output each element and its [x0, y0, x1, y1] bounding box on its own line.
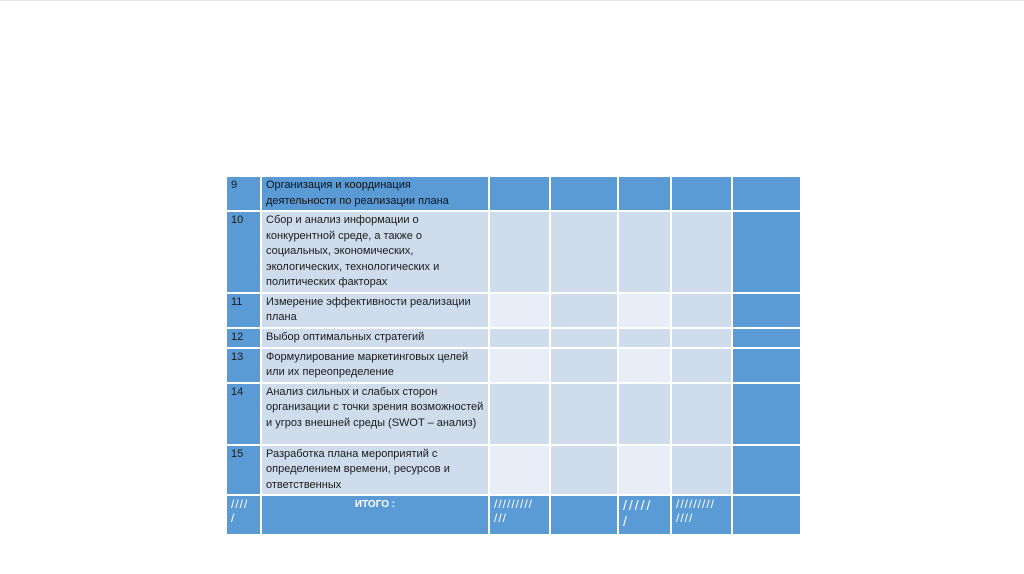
task-name: Измерение эффективности реализации плана — [261, 293, 489, 328]
task-name: Разработка плана мероприятий с определением времени, ресурсов и ответственных — [261, 445, 489, 496]
row-number: 15 — [226, 445, 261, 496]
table-cell — [489, 383, 550, 445]
row-number: 11 — [226, 293, 261, 328]
table-cell — [550, 328, 618, 348]
table-cell — [618, 211, 671, 293]
table-row — [226, 176, 801, 211]
task-name: Организация и координация деятельности по реализации плана — [261, 176, 489, 211]
table-cell — [671, 328, 732, 348]
table-cell — [671, 445, 732, 496]
table-cell — [550, 176, 618, 211]
row-number: 12 — [226, 328, 261, 348]
total-row-number: //// / — [226, 495, 261, 535]
table-cell — [671, 348, 732, 383]
table-cell — [618, 293, 671, 328]
table-cell — [732, 211, 801, 293]
table-cell — [550, 348, 618, 383]
table-cell — [732, 348, 801, 383]
row-number: 13 — [226, 348, 261, 383]
table-cell — [671, 176, 732, 211]
table-cell — [671, 293, 732, 328]
total-cell — [732, 495, 801, 535]
slide-top-border — [0, 0, 1024, 1]
table-cell — [550, 383, 618, 445]
table-cell — [489, 293, 550, 328]
total-row — [226, 495, 801, 535]
row-number: 9 — [226, 176, 261, 211]
table-cell — [550, 445, 618, 496]
table-row — [226, 293, 801, 328]
table-cell — [732, 383, 801, 445]
table-cell — [618, 445, 671, 496]
table-cell — [550, 211, 618, 293]
table-cell — [671, 211, 732, 293]
task-name: Анализ сильных и слабых сторон организации с точки зрения возможностей и угроз внешней среды (SWOT – анализ) — [261, 383, 489, 445]
table-cell — [489, 328, 550, 348]
table-row — [226, 211, 801, 293]
total-cell: ///////// //// — [671, 495, 732, 535]
table-row — [226, 328, 801, 348]
total-cell — [550, 495, 618, 535]
table-cell — [489, 445, 550, 496]
table-cell — [671, 383, 732, 445]
table-cell — [618, 383, 671, 445]
table-cell — [732, 328, 801, 348]
task-name: Сбор и анализ информации о конкурентной среде, а также о социальных, экономических, экологических, технологических и политических факторах — [261, 211, 489, 293]
table-cell — [489, 176, 550, 211]
total-label: ИТОГО : — [261, 495, 489, 535]
table-row — [226, 383, 801, 445]
table-cell — [732, 176, 801, 211]
total-cell: ///// / — [618, 495, 671, 535]
row-number: 10 — [226, 211, 261, 293]
table-cell — [489, 348, 550, 383]
row-number: 14 — [226, 383, 261, 445]
table-cell — [550, 293, 618, 328]
table-cell — [618, 176, 671, 211]
table-row — [226, 348, 801, 383]
table-cell — [618, 348, 671, 383]
table-cell — [618, 328, 671, 348]
table-row — [226, 445, 801, 496]
task-name: Выбор оптимальных стратегий — [261, 328, 489, 348]
table-cell — [489, 211, 550, 293]
total-cell: ///////// /// — [489, 495, 550, 535]
table-cell — [732, 445, 801, 496]
task-name: Формулирование маркетинговых целей или их переопределение — [261, 348, 489, 383]
table-cell — [732, 293, 801, 328]
plan-table — [225, 175, 802, 536]
